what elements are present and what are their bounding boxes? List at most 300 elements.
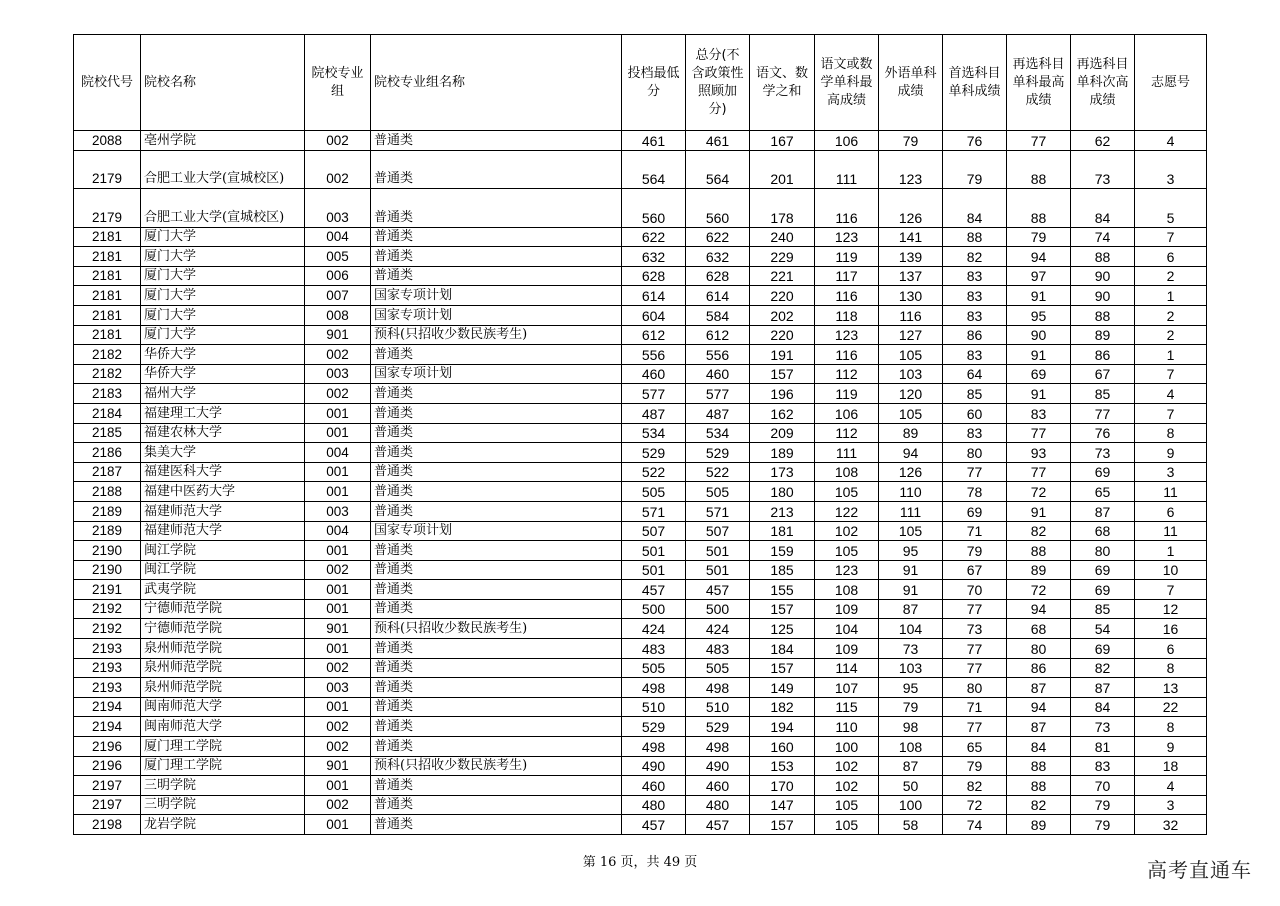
total-score-cell: 460: [686, 364, 750, 384]
first-subject-cell: 70: [943, 580, 1007, 600]
chinese-math-max-cell: 116: [815, 345, 879, 365]
school-name-cell: 华侨大学: [141, 364, 305, 384]
chinese-math-sum-cell: 167: [750, 131, 815, 151]
group-code-cell: 001: [305, 815, 371, 835]
wish-number-cell: 3: [1135, 795, 1207, 815]
school-code-cell: 2197: [74, 795, 141, 815]
school-code-cell: 2179: [74, 189, 141, 228]
group-code-cell: 008: [305, 305, 371, 325]
chinese-math-max-cell: 102: [815, 756, 879, 776]
school-code-cell: 2179: [74, 150, 141, 189]
group-name-cell: 普通类: [371, 482, 622, 502]
group-name-cell: 普通类: [371, 443, 622, 463]
reselected-max-cell: 91: [1007, 501, 1071, 521]
group-name-cell: 普通类: [371, 462, 622, 482]
chinese-math-max-cell: 117: [815, 266, 879, 286]
reselected-second-cell: 62: [1071, 131, 1135, 151]
reselected-max-cell: 95: [1007, 305, 1071, 325]
school-name-cell: 集美大学: [141, 443, 305, 463]
min-score-cell: 483: [622, 639, 686, 659]
school-name-cell: 华侨大学: [141, 345, 305, 365]
wish-number-cell: 1: [1135, 541, 1207, 561]
reselected-max-cell: 80: [1007, 639, 1071, 659]
reselected-max-cell: 91: [1007, 286, 1071, 306]
school-name-cell: 泉州师范学院: [141, 639, 305, 659]
chinese-math-sum-cell: 202: [750, 305, 815, 325]
first-subject-cell: 74: [943, 815, 1007, 835]
first-subject-cell: 83: [943, 305, 1007, 325]
table-body: [74, 131, 1207, 835]
group-name-cell: 预科(只招收少数民族考生): [371, 325, 622, 345]
group-name-cell: 普通类: [371, 717, 622, 737]
group-name-cell: 普通类: [371, 345, 622, 365]
school-name-cell: 厦门大学: [141, 305, 305, 325]
school-name-cell: 福州大学: [141, 384, 305, 404]
header-school-code: 院校代号: [74, 35, 141, 131]
table-row: [74, 776, 1207, 796]
school-code-cell: 2181: [74, 227, 141, 247]
chinese-math-max-cell: 108: [815, 580, 879, 600]
chinese-math-sum-cell: 201: [750, 150, 815, 189]
chinese-math-sum-cell: 159: [750, 541, 815, 561]
school-code-cell: 2198: [74, 815, 141, 835]
wish-number-cell: 7: [1135, 580, 1207, 600]
reselected-second-cell: 74: [1071, 227, 1135, 247]
total-score-cell: 460: [686, 776, 750, 796]
table-row: [74, 639, 1207, 659]
group-code-cell: 002: [305, 131, 371, 151]
group-code-cell: 005: [305, 247, 371, 267]
chinese-math-max-cell: 115: [815, 697, 879, 717]
school-code-cell: 2088: [74, 131, 141, 151]
chinese-math-sum-cell: 220: [750, 325, 815, 345]
reselected-second-cell: 76: [1071, 423, 1135, 443]
foreign-language-cell: 105: [879, 521, 943, 541]
foreign-language-cell: 94: [879, 443, 943, 463]
group-code-cell: 002: [305, 658, 371, 678]
reselected-max-cell: 86: [1007, 658, 1071, 678]
group-name-cell: 普通类: [371, 384, 622, 404]
reselected-second-cell: 69: [1071, 560, 1135, 580]
chinese-math-sum-cell: 178: [750, 189, 815, 228]
foreign-language-cell: 120: [879, 384, 943, 404]
group-name-cell: 普通类: [371, 599, 622, 619]
total-score-cell: 487: [686, 403, 750, 423]
wish-number-cell: 13: [1135, 678, 1207, 698]
chinese-math-max-cell: 102: [815, 521, 879, 541]
foreign-language-cell: 95: [879, 678, 943, 698]
reselected-max-cell: 82: [1007, 521, 1071, 541]
school-code-cell: 2182: [74, 364, 141, 384]
school-name-cell: 泉州师范学院: [141, 678, 305, 698]
reselected-max-cell: 87: [1007, 717, 1071, 737]
chinese-math-sum-cell: 221: [750, 266, 815, 286]
wish-number-cell: 16: [1135, 619, 1207, 639]
reselected-second-cell: 80: [1071, 541, 1135, 561]
first-subject-cell: 79: [943, 756, 1007, 776]
reselected-max-cell: 77: [1007, 423, 1071, 443]
reselected-second-cell: 73: [1071, 717, 1135, 737]
header-reselected-second: 再选科目单科次高成绩: [1071, 35, 1135, 131]
header-chinese-math-sum: 语文、数学之和: [750, 35, 815, 131]
wish-number-cell: 11: [1135, 521, 1207, 541]
group-code-cell: 901: [305, 619, 371, 639]
chinese-math-max-cell: 118: [815, 305, 879, 325]
reselected-second-cell: 82: [1071, 658, 1135, 678]
chinese-math-max-cell: 111: [815, 150, 879, 189]
table-row: [74, 482, 1207, 502]
group-code-cell: 004: [305, 521, 371, 541]
group-name-cell: 普通类: [371, 501, 622, 521]
table-row: [74, 247, 1207, 267]
reselected-max-cell: 93: [1007, 443, 1071, 463]
reselected-second-cell: 88: [1071, 305, 1135, 325]
wish-number-cell: 1: [1135, 286, 1207, 306]
school-code-cell: 2181: [74, 247, 141, 267]
reselected-max-cell: 83: [1007, 403, 1071, 423]
reselected-second-cell: 79: [1071, 795, 1135, 815]
reselected-second-cell: 85: [1071, 599, 1135, 619]
reselected-second-cell: 89: [1071, 325, 1135, 345]
group-name-cell: 普通类: [371, 423, 622, 443]
min-score-cell: 560: [622, 189, 686, 228]
wish-number-cell: 9: [1135, 443, 1207, 463]
chinese-math-max-cell: 105: [815, 795, 879, 815]
chinese-math-sum-cell: 160: [750, 737, 815, 757]
reselected-max-cell: 87: [1007, 678, 1071, 698]
wish-number-cell: 2: [1135, 325, 1207, 345]
school-name-cell: 厦门理工学院: [141, 756, 305, 776]
total-score-cell: 501: [686, 541, 750, 561]
school-name-cell: 福建医科大学: [141, 462, 305, 482]
reselected-max-cell: 69: [1007, 364, 1071, 384]
school-code-cell: 2190: [74, 541, 141, 561]
total-score-cell: 622: [686, 227, 750, 247]
reselected-max-cell: 89: [1007, 815, 1071, 835]
total-score-cell: 614: [686, 286, 750, 306]
foreign-language-cell: 100: [879, 795, 943, 815]
reselected-second-cell: 86: [1071, 345, 1135, 365]
reselected-second-cell: 77: [1071, 403, 1135, 423]
min-score-cell: 501: [622, 541, 686, 561]
group-code-cell: 901: [305, 325, 371, 345]
total-score-cell: 560: [686, 189, 750, 228]
foreign-language-cell: 116: [879, 305, 943, 325]
group-code-cell: 002: [305, 345, 371, 365]
reselected-second-cell: 84: [1071, 189, 1135, 228]
school-name-cell: 福建理工大学: [141, 403, 305, 423]
min-score-cell: 498: [622, 678, 686, 698]
wish-number-cell: 11: [1135, 482, 1207, 502]
chinese-math-max-cell: 105: [815, 541, 879, 561]
school-code-cell: 2192: [74, 599, 141, 619]
wish-number-cell: 1: [1135, 345, 1207, 365]
foreign-language-cell: 103: [879, 658, 943, 678]
first-subject-cell: 83: [943, 286, 1007, 306]
min-score-cell: 424: [622, 619, 686, 639]
total-score-cell: 457: [686, 815, 750, 835]
first-subject-cell: 60: [943, 403, 1007, 423]
reselected-second-cell: 81: [1071, 737, 1135, 757]
chinese-math-max-cell: 106: [815, 131, 879, 151]
min-score-cell: 490: [622, 756, 686, 776]
school-name-cell: 闽江学院: [141, 541, 305, 561]
wish-number-cell: 4: [1135, 131, 1207, 151]
school-code-cell: 2186: [74, 443, 141, 463]
reselected-max-cell: 88: [1007, 150, 1071, 189]
wish-number-cell: 8: [1135, 423, 1207, 443]
first-subject-cell: 82: [943, 247, 1007, 267]
header-chinese-math-max: 语文或数学单科最高成绩: [815, 35, 879, 131]
first-subject-cell: 65: [943, 737, 1007, 757]
chinese-math-max-cell: 105: [815, 482, 879, 502]
header-foreign-language: 外语单科成绩: [879, 35, 943, 131]
school-name-cell: 宁德师范学院: [141, 619, 305, 639]
foreign-language-cell: 123: [879, 150, 943, 189]
first-subject-cell: 73: [943, 619, 1007, 639]
first-subject-cell: 80: [943, 443, 1007, 463]
min-score-cell: 461: [622, 131, 686, 151]
school-code-cell: 2184: [74, 403, 141, 423]
min-score-cell: 487: [622, 403, 686, 423]
wish-number-cell: 3: [1135, 150, 1207, 189]
chinese-math-max-cell: 123: [815, 227, 879, 247]
min-score-cell: 500: [622, 599, 686, 619]
min-score-cell: 505: [622, 482, 686, 502]
school-name-cell: 福建农林大学: [141, 423, 305, 443]
school-name-cell: 武夷学院: [141, 580, 305, 600]
first-subject-cell: 64: [943, 364, 1007, 384]
min-score-cell: 501: [622, 560, 686, 580]
foreign-language-cell: 89: [879, 423, 943, 443]
first-subject-cell: 88: [943, 227, 1007, 247]
wish-number-cell: 32: [1135, 815, 1207, 835]
group-name-cell: 预科(只招收少数民族考生): [371, 756, 622, 776]
reselected-second-cell: 88: [1071, 247, 1135, 267]
wish-number-cell: 6: [1135, 247, 1207, 267]
group-name-cell: 普通类: [371, 266, 622, 286]
foreign-language-cell: 111: [879, 501, 943, 521]
group-name-cell: 普通类: [371, 639, 622, 659]
foreign-language-cell: 79: [879, 697, 943, 717]
school-code-cell: 2182: [74, 345, 141, 365]
school-name-cell: 厦门大学: [141, 266, 305, 286]
school-name-cell: 厦门大学: [141, 247, 305, 267]
total-score-cell: 584: [686, 305, 750, 325]
group-code-cell: 003: [305, 501, 371, 521]
chinese-math-sum-cell: 194: [750, 717, 815, 737]
total-score-cell: 577: [686, 384, 750, 404]
reselected-second-cell: 84: [1071, 697, 1135, 717]
school-name-cell: 福建师范大学: [141, 501, 305, 521]
min-score-cell: 460: [622, 364, 686, 384]
total-score-cell: 480: [686, 795, 750, 815]
min-score-cell: 571: [622, 501, 686, 521]
group-name-cell: 国家专项计划: [371, 305, 622, 325]
total-score-cell: 490: [686, 756, 750, 776]
total-score-cell: 501: [686, 560, 750, 580]
total-score-cell: 612: [686, 325, 750, 345]
first-subject-cell: 77: [943, 639, 1007, 659]
table-row: [74, 286, 1207, 306]
first-subject-cell: 71: [943, 521, 1007, 541]
wish-number-cell: 4: [1135, 776, 1207, 796]
wish-number-cell: 2: [1135, 305, 1207, 325]
reselected-second-cell: 87: [1071, 678, 1135, 698]
min-score-cell: 522: [622, 462, 686, 482]
wish-number-cell: 22: [1135, 697, 1207, 717]
group-code-cell: 001: [305, 423, 371, 443]
wish-number-cell: 5: [1135, 189, 1207, 228]
total-score-cell: 628: [686, 266, 750, 286]
group-code-cell: 004: [305, 227, 371, 247]
wish-number-cell: 10: [1135, 560, 1207, 580]
chinese-math-max-cell: 112: [815, 364, 879, 384]
school-name-cell: 厦门大学: [141, 227, 305, 247]
school-name-cell: 厦门理工学院: [141, 737, 305, 757]
group-name-cell: 普通类: [371, 227, 622, 247]
chinese-math-sum-cell: 173: [750, 462, 815, 482]
school-code-cell: 2189: [74, 501, 141, 521]
school-code-cell: 2193: [74, 678, 141, 698]
chinese-math-sum-cell: 157: [750, 599, 815, 619]
foreign-language-cell: 98: [879, 717, 943, 737]
total-score-cell: 564: [686, 150, 750, 189]
min-score-cell: 505: [622, 658, 686, 678]
min-score-cell: 529: [622, 717, 686, 737]
table-row: [74, 131, 1207, 151]
school-name-cell: 闽南师范大学: [141, 697, 305, 717]
wish-number-cell: 4: [1135, 384, 1207, 404]
header-wish-number: 志愿号: [1135, 35, 1207, 131]
reselected-max-cell: 90: [1007, 325, 1071, 345]
table-row: [74, 756, 1207, 776]
min-score-cell: 628: [622, 266, 686, 286]
header-group-name: 院校专业组名称: [371, 35, 622, 131]
chinese-math-sum-cell: 240: [750, 227, 815, 247]
first-subject-cell: 71: [943, 697, 1007, 717]
group-name-cell: 普通类: [371, 795, 622, 815]
chinese-math-max-cell: 123: [815, 560, 879, 580]
reselected-max-cell: 94: [1007, 599, 1071, 619]
foreign-language-cell: 91: [879, 560, 943, 580]
reselected-max-cell: 88: [1007, 189, 1071, 228]
wish-number-cell: 9: [1135, 737, 1207, 757]
header-reselected-max: 再选科目单科最高成绩: [1007, 35, 1071, 131]
min-score-cell: 614: [622, 286, 686, 306]
foreign-language-cell: 126: [879, 189, 943, 228]
group-code-cell: 001: [305, 776, 371, 796]
chinese-math-max-cell: 119: [815, 247, 879, 267]
first-subject-cell: 78: [943, 482, 1007, 502]
school-code-cell: 2181: [74, 266, 141, 286]
first-subject-cell: 76: [943, 131, 1007, 151]
first-subject-cell: 77: [943, 658, 1007, 678]
wish-number-cell: 7: [1135, 403, 1207, 423]
school-code-cell: 2193: [74, 658, 141, 678]
foreign-language-cell: 137: [879, 266, 943, 286]
school-name-cell: 宁德师范学院: [141, 599, 305, 619]
chinese-math-max-cell: 102: [815, 776, 879, 796]
reselected-max-cell: 88: [1007, 776, 1071, 796]
first-subject-cell: 69: [943, 501, 1007, 521]
group-name-cell: 普通类: [371, 697, 622, 717]
chinese-math-sum-cell: 213: [750, 501, 815, 521]
total-score-cell: 571: [686, 501, 750, 521]
table-row: [74, 227, 1207, 247]
chinese-math-max-cell: 107: [815, 678, 879, 698]
min-score-cell: 612: [622, 325, 686, 345]
foreign-language-cell: 87: [879, 599, 943, 619]
table-row: [74, 521, 1207, 541]
chinese-math-sum-cell: 157: [750, 658, 815, 678]
first-subject-cell: 79: [943, 150, 1007, 189]
chinese-math-sum-cell: 189: [750, 443, 815, 463]
wish-number-cell: 8: [1135, 658, 1207, 678]
school-name-cell: 厦门大学: [141, 325, 305, 345]
group-code-cell: 001: [305, 639, 371, 659]
table-row: [74, 737, 1207, 757]
table-row: [74, 560, 1207, 580]
school-name-cell: 龙岩学院: [141, 815, 305, 835]
foreign-language-cell: 104: [879, 619, 943, 639]
reselected-max-cell: 79: [1007, 227, 1071, 247]
header-school-name: 院校名称: [141, 35, 305, 131]
group-code-cell: 006: [305, 266, 371, 286]
foreign-language-cell: 139: [879, 247, 943, 267]
reselected-second-cell: 68: [1071, 521, 1135, 541]
chinese-math-max-cell: 109: [815, 639, 879, 659]
reselected-second-cell: 79: [1071, 815, 1135, 835]
group-name-cell: 国家专项计划: [371, 286, 622, 306]
table-row: [74, 541, 1207, 561]
chinese-math-max-cell: 108: [815, 462, 879, 482]
school-name-cell: 泉州师范学院: [141, 658, 305, 678]
reselected-second-cell: 69: [1071, 580, 1135, 600]
foreign-language-cell: 73: [879, 639, 943, 659]
group-name-cell: 普通类: [371, 189, 622, 228]
group-code-cell: 001: [305, 580, 371, 600]
reselected-max-cell: 82: [1007, 795, 1071, 815]
min-score-cell: 564: [622, 150, 686, 189]
chinese-math-max-cell: 110: [815, 717, 879, 737]
group-code-cell: 003: [305, 189, 371, 228]
group-name-cell: 普通类: [371, 150, 622, 189]
reselected-max-cell: 88: [1007, 756, 1071, 776]
min-score-cell: 507: [622, 521, 686, 541]
table-row: [74, 795, 1207, 815]
chinese-math-max-cell: 105: [815, 815, 879, 835]
foreign-language-cell: 141: [879, 227, 943, 247]
total-score-cell: 510: [686, 697, 750, 717]
school-code-cell: 2188: [74, 482, 141, 502]
first-subject-cell: 86: [943, 325, 1007, 345]
wish-number-cell: 6: [1135, 639, 1207, 659]
chinese-math-sum-cell: 157: [750, 815, 815, 835]
watermark-logo: 高考直通车: [1147, 858, 1252, 882]
group-name-cell: 预科(只招收少数民族考生): [371, 619, 622, 639]
group-name-cell: 国家专项计划: [371, 521, 622, 541]
min-score-cell: 604: [622, 305, 686, 325]
first-subject-cell: 67: [943, 560, 1007, 580]
school-code-cell: 2181: [74, 325, 141, 345]
reselected-max-cell: 89: [1007, 560, 1071, 580]
chinese-math-sum-cell: 180: [750, 482, 815, 502]
first-subject-cell: 72: [943, 795, 1007, 815]
school-name-cell: 三明学院: [141, 795, 305, 815]
chinese-math-max-cell: 116: [815, 189, 879, 228]
admission-score-table: [73, 34, 1207, 835]
